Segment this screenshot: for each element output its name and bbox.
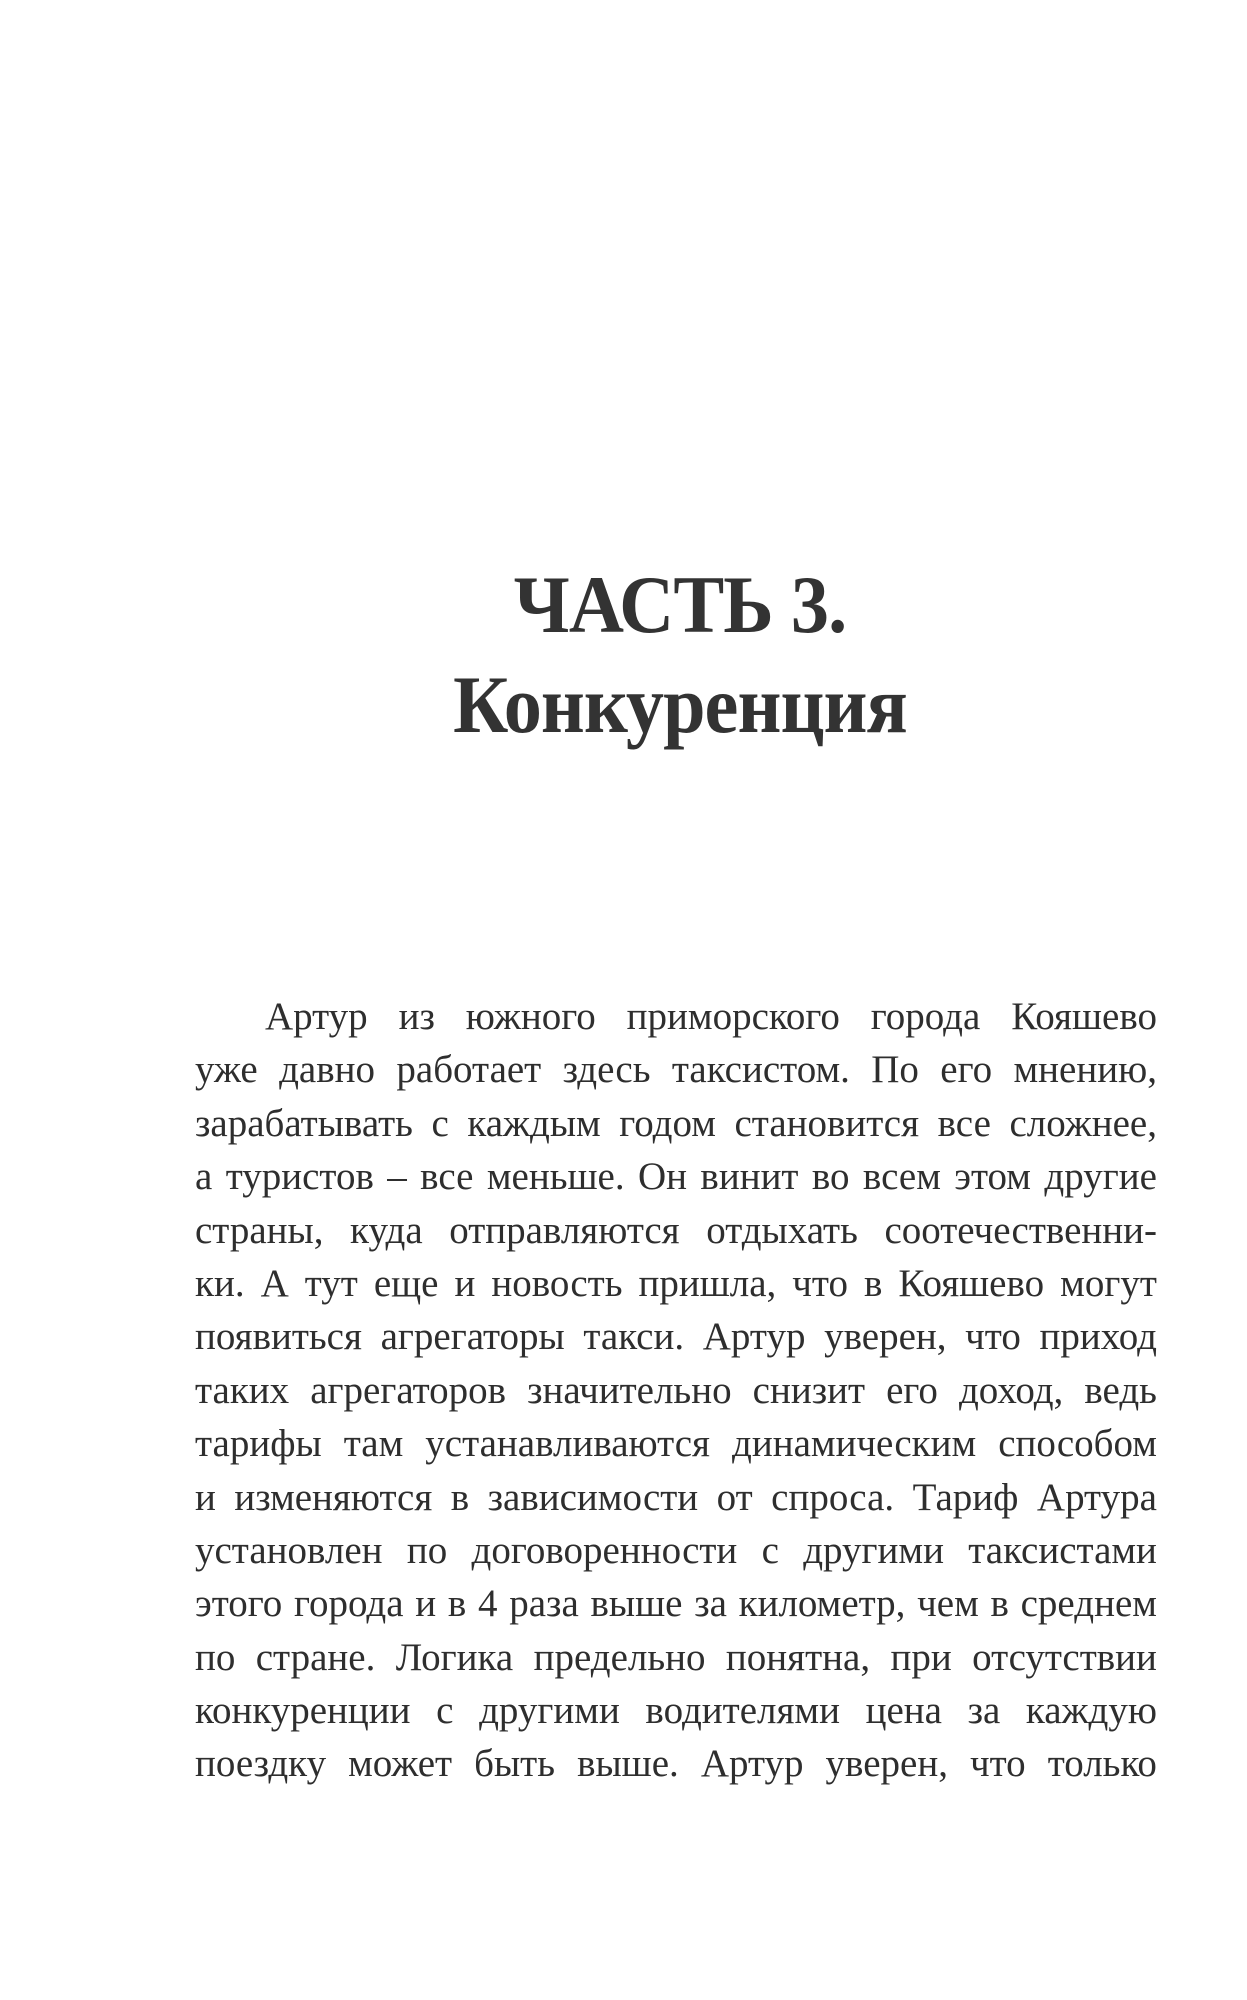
text-line: таких агрегаторов значительно снизит его доход, ведь [195, 1368, 1157, 1412]
text-line: и изменяются в зависимости от спроса. Тариф Артура [195, 1475, 1157, 1519]
text-line: страны, куда отправляются отдыхать соотечественни- [195, 1208, 1157, 1252]
text-line: этого города и в 4 раза выше за километр, чем в среднем [195, 1582, 1157, 1626]
text-line: зарабатывать с каждым годом становится все сложнее, [195, 1101, 1157, 1145]
chapter-heading [0, 555, 1247, 755]
text-line: установлен по договоренности с другими таксистами [195, 1528, 1157, 1572]
text-line: Артур из южного приморского города Кояшево [265, 995, 1157, 1038]
text-line: конкуренции с другими водителями цена за каждую [195, 1689, 1157, 1733]
text-line: а туристов – все меньше. Он винит во всем этом другие [195, 1155, 1157, 1199]
chapter-title: Конкуренция [453, 659, 907, 750]
text-line: уже давно работает здесь таксистом. По его мнению, [195, 1048, 1157, 1092]
text-line: ки. А тут еще и новость пришла, что в Кояшево могут [195, 1261, 1157, 1305]
text-line: по стране. Логика предельно понятна, при отсутствии [195, 1635, 1157, 1679]
body-paragraph [195, 990, 1157, 1791]
text-line: поездку может быть выше. Артур уверен, что только [195, 1742, 1157, 1786]
text-line: тарифы там устанавливаются динамическим способом [195, 1422, 1157, 1466]
text-line: появиться агрегаторы такси. Артур уверен, что приход [195, 1315, 1157, 1359]
chapter-number: ЧАСТЬ 3. [513, 559, 847, 650]
